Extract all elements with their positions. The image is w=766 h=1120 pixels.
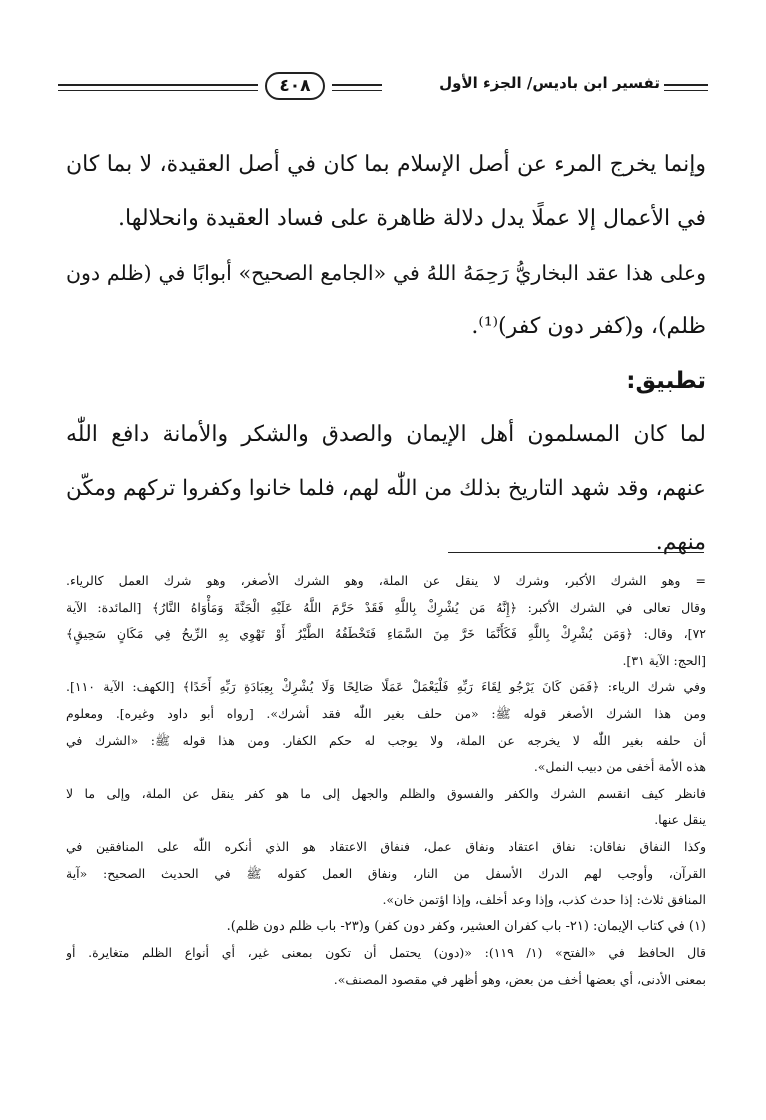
footnote-line: وكذا النفاق نفاقان: نفاق اعتقاد ونفاق عمل، فنفاق الاعتقاد هو الذي أنكره اللّٰه على المنافقين في	[66, 838, 706, 854]
footnote-line: القرآن، وأوجب لهم الدرك الأسفل من النار، ونفاق العمل كقوله ﷺ في الحديث الصحيح: «آية	[66, 865, 706, 881]
header-rule-right	[664, 84, 708, 86]
footnote-line: قال الحافظ في «الفتح» (١/ ١١٩): «(دون) يحتمل أن تكون بمعنى غير، أي أنواع الظلم متغايرة. أو	[66, 945, 706, 961]
footnote-separator	[448, 552, 704, 553]
main-text	[66, 138, 706, 570]
footnote-line: بمعنى الأدنى، أي بعضها أخف من بعض، وهو أظهر في مقصود المصنف».	[333, 971, 706, 987]
header-rule-mid	[332, 84, 382, 86]
page-number	[265, 72, 325, 100]
footnote-line: ومن هذا الشرك الأصغر قوله ﷺ: «من حلف بغير اللّٰه فقد أشرك». [رواه أبو داود وغيره]. ومعلوم	[66, 705, 706, 721]
footnote-line: فانظر كيف انقسم الشرك والكفر والفسوق والظلم والجهل إلى ما هو كفر ينقل عن الملة، وإلى ما لا	[66, 785, 706, 801]
footnote-line: ينقل عنها.	[654, 812, 706, 828]
body-line: منهم.	[655, 530, 706, 555]
header-rule-left	[58, 84, 258, 86]
header-rule-left-thin	[58, 90, 258, 91]
footnote-line: ٧٢]، وقال: ﴿وَمَن يُشْرِكْ بِاللَّهِ فَكَأَنَّمَا خَرَّ مِنَ السَّمَاءِ فَتَخْطَفُهُ الطَّيْرُ أَوْ تَهْوِي بِهِ الرِّيحُ فِي مَكَانٍ سَحِيقٍ﴾	[66, 626, 706, 642]
footnote-line: أن حلفه بغير اللّٰه لا يخرجه عن الملة، ولا يوجب له حكم الكفار. ومن هذا قوله ﷺ: «الشرك في	[66, 732, 706, 748]
footnote-line: المنافق ثلاث: إذا حدث كذب، وإذا وعد أخلف، وإذا اؤتمن خان».	[382, 892, 706, 908]
footnote-ref-line: (١) في كتاب الإيمان: (٢١- باب كفران العشير، وكفر دون كفر) و(٢٣- باب ظلم دون ظلم).	[226, 918, 706, 934]
page-number-text: ٤٠٨	[279, 76, 311, 96]
header-rule-right-thin	[664, 90, 708, 91]
body-line: في الأعمال إلا عملًا يدل دلالة ظاهرة على فساد العقيدة وانحلالها.	[118, 206, 706, 231]
footnote-line: = وهو الشرك الأكبر، وشرك لا ينقل عن الملة، وهو الشرك الأصغر، وهو شرك العمل كالرياء.	[66, 573, 706, 588]
body-line: عنهم، وقد شهد التاريخ بذلك من اللّٰه لهم، فلما خانوا وكفروا تركهم ومكّن	[66, 476, 706, 501]
header-rule-mid-thin	[332, 90, 382, 91]
body-line: ظلم)، و(كفر دون كفر)⁽¹⁾.	[471, 314, 706, 339]
section-heading: تطبيق:	[626, 368, 706, 394]
footnote-line: وقال تعالى في الشرك الأكبر: ﴿إِنَّهُ مَن يُشْرِكْ بِاللَّهِ فَقَدْ حَرَّمَ اللَّهُ عَلَيْهِ الْجَنَّةَ وَمَأْوَاهُ النَّارُ﴾ [المائدة: الآية	[66, 599, 706, 615]
body-line: لما كان المسلمون أهل الإيمان والصدق والشكر والأمانة دافع اللّٰه	[66, 422, 706, 447]
running-title: تفسير ابن باديس/ الجزء الأول	[439, 74, 660, 92]
page-header	[58, 66, 708, 106]
footnote-line: هذه الأمة أخفى من دبيب النمل».	[533, 759, 706, 775]
footnote-line: [الحج: الآية ٣١].	[622, 652, 706, 668]
body-line: وإنما يخرج المرء عن أصل الإسلام بما كان في أصل العقيدة، لا بما كان	[66, 152, 706, 177]
body-line: وعلى هذا عقد البخاريُّ رَحِمَهُ اللهُ في «الجامع الصحيح» أبوابًا في (ظلم دون	[66, 261, 706, 285]
footnotes	[66, 568, 706, 994]
footnote-line: وفي شرك الرياء: ﴿فَمَن كَانَ يَرْجُو لِقَاءَ رَبِّهِ فَلْيَعْمَلْ عَمَلًا صَالِحًا وَلَا يُشْرِكْ بِعِبَادَةِ رَبِّهِ أَحَدًا﴾ [الكهف: الآية ١١٠].	[66, 679, 706, 695]
